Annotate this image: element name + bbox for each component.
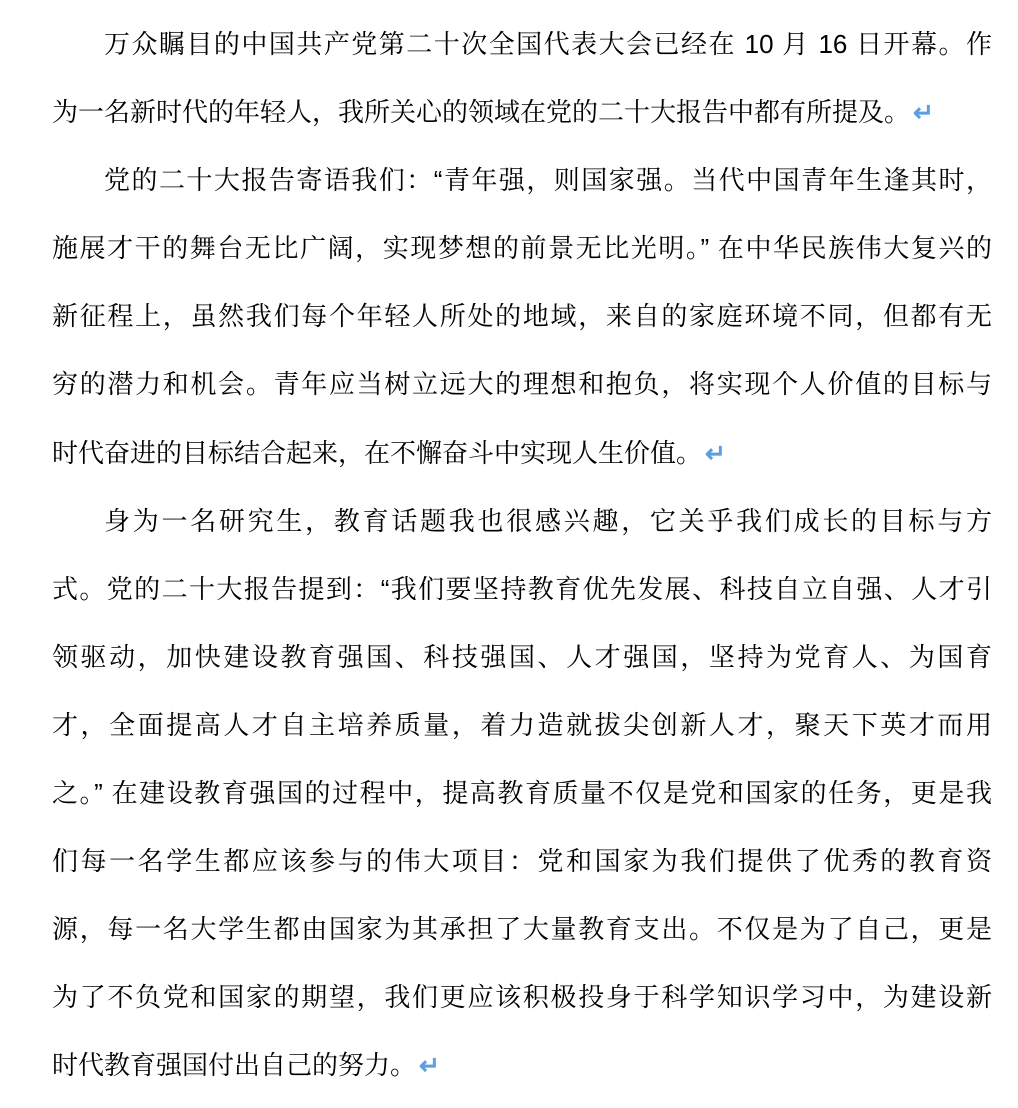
line-text: 之。” 在建设教育强国的过程中，提高教育质量不仅是党和国家的任务，更是我 bbox=[52, 778, 992, 809]
line-text: 施展才干的舞台无比广阔，实现梦想的前景无比光明。” 在中华民族伟大复兴的 bbox=[52, 233, 992, 264]
text-line[interactable] bbox=[52, 895, 992, 963]
text-line[interactable] bbox=[52, 146, 992, 214]
text-line[interactable] bbox=[52, 10, 992, 78]
text-line[interactable] bbox=[52, 691, 992, 759]
line-text: 才，全面提高人才自主培养质量，着力造就拔尖创新人才，聚天下英才而用 bbox=[52, 709, 992, 740]
text-line[interactable] bbox=[52, 759, 992, 827]
text-line[interactable] bbox=[52, 419, 992, 487]
text-line[interactable] bbox=[52, 555, 992, 623]
text-line[interactable] bbox=[52, 78, 992, 146]
line-text: 时代奋进的目标结合起来，在不懈奋斗中实现人生价值。 bbox=[52, 437, 703, 468]
line-text: 身为一名研究生，教育话题我也很感兴趣，它关乎我们成长的目标与方 bbox=[104, 505, 992, 536]
text-line[interactable] bbox=[52, 963, 992, 1031]
document-text-area[interactable] bbox=[52, 10, 992, 1100]
line-text: 党的二十大报告寄语我们：“青年强，则国家强。当代中国青年生逢其时， bbox=[104, 165, 992, 196]
line-text: 为了不负党和国家的期望，我们更应该积极投身于科学知识学习中，为建设新 bbox=[52, 982, 992, 1013]
text-line[interactable] bbox=[52, 623, 992, 691]
text-line[interactable] bbox=[52, 350, 992, 418]
line-text: 式。党的二十大报告提到：“我们要坚持教育优先发展、科技自立自强、人才引 bbox=[52, 573, 992, 604]
paragraph-return-mark-icon: ↵ bbox=[419, 1052, 440, 1081]
text-line[interactable] bbox=[52, 827, 992, 895]
text-line[interactable] bbox=[52, 1031, 992, 1099]
paragraph-return-mark-icon: ↵ bbox=[705, 439, 726, 468]
text-line[interactable] bbox=[52, 282, 992, 350]
paragraph-return-mark-icon: ↵ bbox=[913, 99, 934, 128]
line-text: 穷的潜力和机会。青年应当树立远大的理想和抱负，将实现个人价值的目标与 bbox=[52, 369, 992, 400]
line-text: 领驱动，加快建设教育强国、科技强国、人才强国，坚持为党育人、为国育 bbox=[52, 641, 992, 672]
text-line[interactable] bbox=[52, 487, 992, 555]
line-text: 新征程上，虽然我们每个年轻人所处的地域，来自的家庭环境不同，但都有无 bbox=[52, 301, 992, 332]
line-text: 为一名新时代的年轻人，我所关心的领域在党的二十大报告中都有所提及。 bbox=[52, 97, 911, 128]
line-text: 时代教育强国付出自己的努力。 bbox=[52, 1050, 417, 1081]
line-text: 万众瞩目的中国共产党第二十次全国代表大会已经在 10 月 16 日开幕。作 bbox=[104, 29, 992, 59]
line-text: 们每一名学生都应该参与的伟大项目：党和国家为我们提供了优秀的教育资 bbox=[52, 846, 992, 877]
text-line[interactable] bbox=[52, 214, 992, 282]
line-text: 源，每一名大学生都由国家为其承担了大量教育支出。不仅是为了自己，更是 bbox=[52, 914, 992, 945]
